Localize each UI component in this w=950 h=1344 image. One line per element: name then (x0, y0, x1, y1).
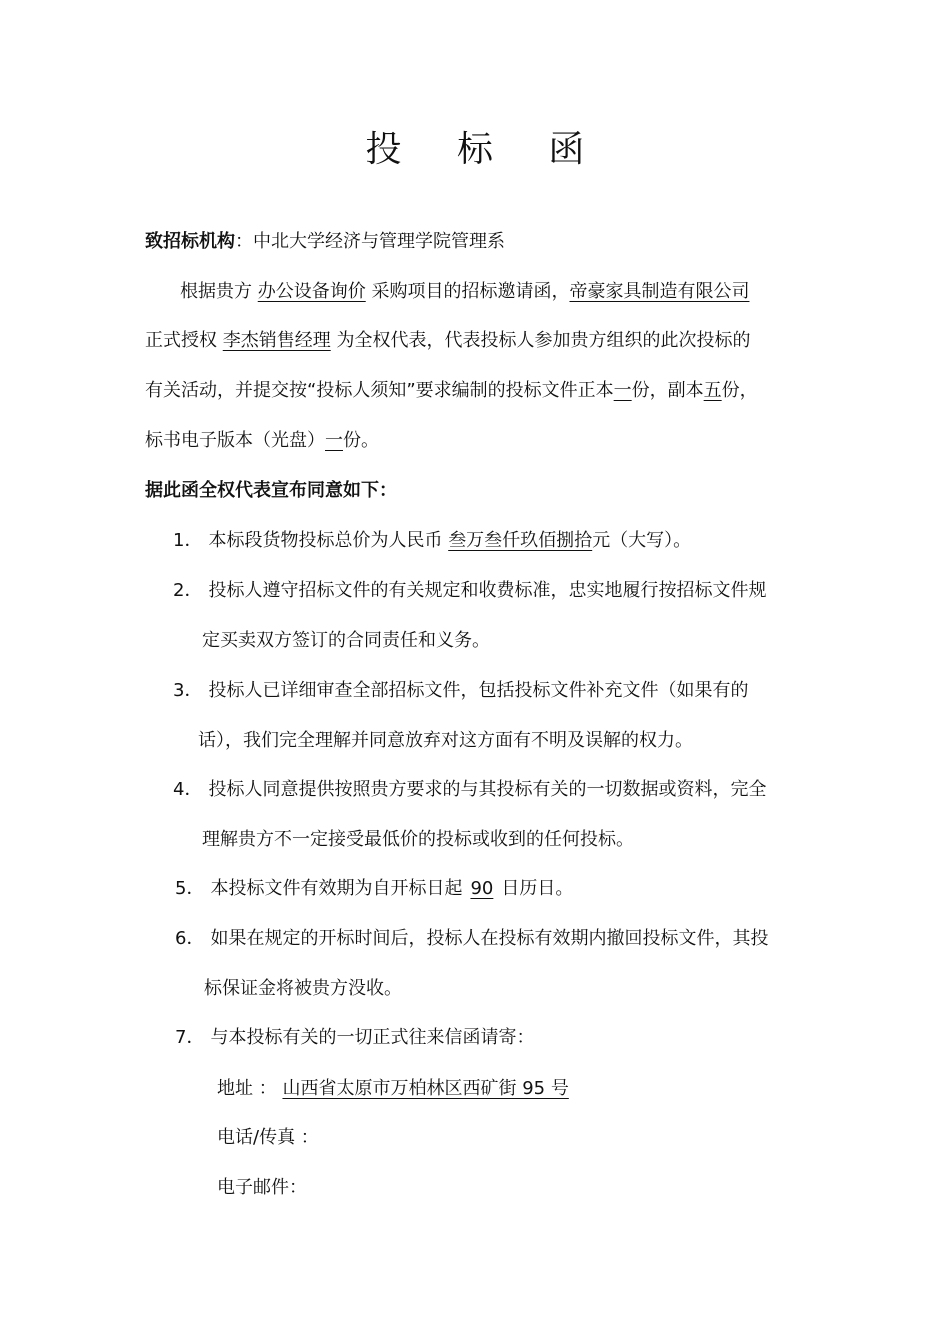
item-4-line-2: 理解贵方不一定接受最低价的投标或收到的任何投标。 (202, 829, 634, 850)
project-name: 办公设备询价 (257, 281, 366, 302)
item-7-text-1: 与本投标有关的一切正式往来信函请寄： (210, 1027, 535, 1048)
document-title: 投 标 函 (365, 129, 607, 170)
original-copy-count: 一 (613, 380, 632, 401)
item-5-number: 5． (175, 878, 205, 899)
intro-line-4 (145, 426, 379, 456)
authorized-representative: 李杰销售经理 (222, 330, 331, 351)
validity-days: 90 (470, 878, 494, 899)
recipient-separator: ： (235, 231, 253, 252)
intro-text-3a: 有关活动，并提交按“投标人须知”要求编制的投标文件正本 (145, 380, 614, 401)
bid-total-amount: 叁万叁仟玖佰捌拾 (448, 530, 593, 551)
item-3-number: 3． (173, 680, 203, 701)
item-4-line-1 (173, 775, 766, 805)
intro-text-2a: 正式授权 (145, 330, 217, 351)
intro-text-3b: 份，副本 (631, 380, 704, 401)
electronic-copy-count: 一 (325, 430, 343, 451)
recipient-label: 致招标机构 (145, 231, 235, 252)
intro-text-1a: 根据贵方 (180, 281, 252, 302)
item-1 (173, 526, 691, 556)
item-3-line-2: 话），我们完全理解并同意放弃对这方面有不明及误解的权力。 (198, 730, 693, 751)
item-4-text-1: 投标人同意提供按照贵方要求的与其投标有关的一切数据或资料，完全 (208, 779, 767, 800)
intro-text-4a: 标书电子版本（光盘） (145, 430, 325, 451)
intro-text-2b: 为全权代表，代表投标人参加贵方组织的此次投标的 (336, 330, 751, 351)
recipient-line (145, 227, 505, 257)
duplicate-copy-count: 五 (703, 380, 722, 401)
item-3-line-1 (173, 676, 748, 706)
item-4-number: 4． (173, 779, 203, 800)
item-5-text-a: 本投标文件有效期为自开标日起 (210, 878, 463, 899)
email-label: 电子邮件： (217, 1177, 307, 1198)
intro-text-4b: 份。 (343, 430, 379, 451)
recipient-value: 中北大学经济与管理学院管理系 (253, 231, 505, 252)
item-1-number: 1． (173, 530, 203, 551)
address-value: 山西省太原市万柏林区西矿街 95 号 (282, 1078, 569, 1099)
address-label: 地址 ： (217, 1078, 277, 1099)
intro-line-1 (180, 277, 749, 307)
item-2-line-2: 定买卖双方签订的合同责任和义务。 (202, 630, 490, 651)
item-3-text-1: 投标人已详细审查全部招标文件，包括投标文件补充文件（如果有的 (208, 680, 749, 701)
item-7-number: 7． (175, 1027, 205, 1048)
item-6-line-1 (175, 924, 768, 954)
item-6-number: 6． (175, 928, 205, 949)
intro-line-3 (145, 376, 758, 406)
item-2-number: 2． (173, 580, 203, 601)
item-1-text-a: 本标段货物投标总价为人民币 (208, 530, 443, 551)
item-6-line-2: 标保证金将被贵方没收。 (204, 978, 402, 999)
phone-fax-label: 电话/传真 ： (217, 1127, 319, 1148)
item-2-line-1 (173, 576, 766, 606)
item-5-text-b: 日历日。 (501, 878, 574, 899)
declaration-heading: 据此函全权代表宣布同意如下： (145, 480, 397, 501)
item-5 (175, 874, 573, 904)
item-2-text-1: 投标人遵守招标文件的有关规定和收费标准，忠实地履行按招标文件规 (208, 580, 767, 601)
item-7 (175, 1023, 534, 1053)
address-line (217, 1074, 569, 1104)
intro-line-2 (145, 326, 750, 356)
bidder-company: 帝豪家具制造有限公司 (569, 281, 750, 302)
intro-text-1b: 采购项目的招标邀请函， (371, 281, 570, 302)
intro-text-3c: 份， (721, 380, 758, 401)
item-1-text-b: 元（大写）。 (592, 530, 692, 551)
item-6-text-1: 如果在规定的开标时间后，投标人在投标有效期内撤回投标文件，其投 (210, 928, 769, 949)
